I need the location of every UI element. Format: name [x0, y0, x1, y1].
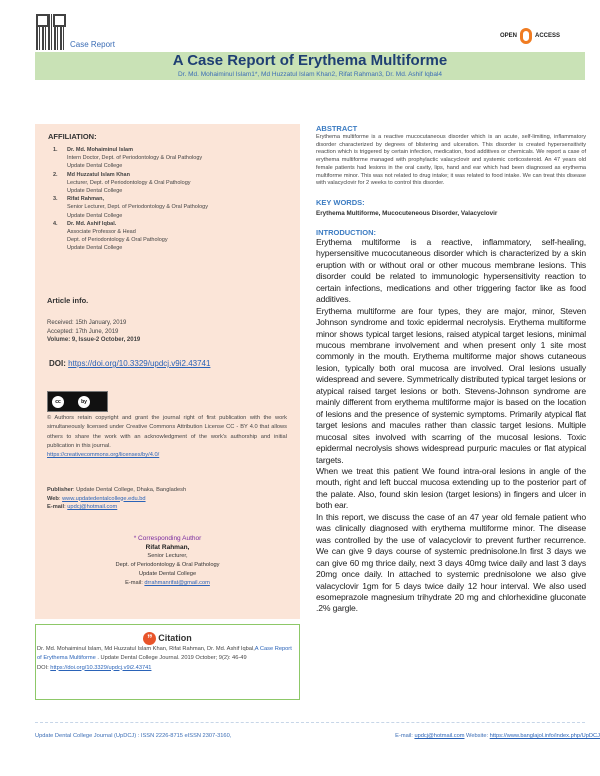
- keywords-heading: KEY WORDS:: [316, 197, 365, 207]
- citation-text: [37, 645, 298, 664]
- citation-heading: [37, 632, 298, 645]
- abstract-text: Erythema multiforme is a reactive mucocutaneous disorder which is an acute, self-limiting, inflammatory disorder characterized by degrees of blistering and ulceration. This disorder is created hypersensitivity reaction which is triggered by certain infection, medication, food additives or chemicals. We report a case of erythema multiforme managed with prophylactic valacyclovir and systemic corticosteroid. An 47 years old female patients had lesions in the oral cavity, lips, hand and ear which had been diagnosed as erythema multiforme minor. This was not related to drug intake; it was related to food intake. We can treat this disease with valacyclovir for 2 weeks to control this disorder.: [316, 134, 586, 187]
- doi: [49, 359, 210, 368]
- volume-info: Volume: 9, Issue-2 October, 2019: [47, 337, 141, 343]
- paragraph: In this report, we discuss the case of an 47 year old female patient who was clinically diagnosed with erythema multiforme minor. The disease was controlled by the use of valacyclovir to prevent further recurrence. We can give 9 days course of systemic prednisolone.In first 3 days we can give 60 mg thrice daily, next 3 days 40mg twice daily and last 3 days 20mg once daily. In attached to systemic prednisolone we also give valacyclovir 1gm for 5 days twice daily 12 hour interval. We also used esomeprazole magnesium trihydrate 20 mg and chlorhexidine gluconate .2% gargle.: [316, 511, 586, 614]
- web-label: Web: [47, 495, 59, 502]
- author-role: Associate Professor & Head: [67, 229, 136, 236]
- by-icon: by: [78, 396, 90, 408]
- qr-code: [36, 14, 66, 50]
- article-type: Case Report: [70, 40, 115, 49]
- introduction-heading: INTRODUCTION:: [316, 227, 376, 237]
- keywords-text: Erythema Multiforme, Mucocuteneous Disorder, Valacyclovir: [316, 209, 498, 217]
- web-link[interactable]: www.updatedentalcollege.edu.bd: [62, 495, 146, 502]
- affiliation-item: [53, 171, 208, 196]
- access-label: ACCESS: [535, 33, 561, 39]
- publisher-info: Publisher: Update Dental College, Dhaka, Bangladesh Web: www.updatedentalcollege.edu.bd E-mail: updcj@hotmail.com: [47, 487, 187, 510]
- item-number: 4.: [53, 220, 58, 227]
- email-link[interactable]: updcj@hotmail.com: [67, 504, 118, 510]
- author-college: Update Dental College: [67, 212, 123, 219]
- footer: [35, 733, 600, 739]
- footer-website-label: Website:: [464, 733, 490, 739]
- author-dept: Dept. of Periodontology & Oral Pathology: [67, 237, 168, 244]
- corresponding-name: Rifat Rahman,: [145, 544, 190, 551]
- footer-divider: [35, 722, 585, 723]
- affiliation-item: [53, 195, 208, 220]
- license-text: [47, 414, 287, 460]
- open-access-logo: [500, 28, 560, 44]
- affiliation-heading: AFFILIATION:: [48, 132, 97, 141]
- cc-by-badge[interactable]: [47, 391, 108, 412]
- footer-journal: Update Dental College Journal (UpDCJ) : ISSN 2226-8715 eISSN 2307-3160,: [35, 733, 232, 739]
- dates: [47, 319, 126, 336]
- author-role: Senior Lecturer, Dept. of Periodontology & Oral Pathology: [67, 204, 208, 211]
- doi-label: DOI:: [49, 359, 69, 368]
- corresponding-dept: Dept. of Periodontology & Oral Pathology: [115, 562, 220, 568]
- citation-title: Citation: [158, 632, 192, 643]
- citation-article-title: A Case Report of Erythema Multiforme: [37, 646, 292, 662]
- license-link[interactable]: https://creativecommons.org/licenses/by/4.0/: [47, 452, 160, 459]
- corresponding-college: Update Dental College: [138, 571, 197, 577]
- author-college: Update Dental College: [67, 188, 123, 195]
- author-name: Rifat Rahman,: [67, 196, 104, 203]
- open-lock-icon: [520, 28, 532, 44]
- author-role: Lecturer, Dept. of Periodontology & Oral Pathology: [67, 179, 191, 186]
- footer-email-link[interactable]: updcj@hotmail.com: [414, 733, 465, 739]
- footer-email-label: E-mail:: [395, 733, 415, 739]
- doi-label: DOI:: [37, 664, 51, 671]
- license-statement: © Authors retain copyright and grant the journal right of first publication with the work simultaneously licensed under Creative Commons Attribution License CC - BY 4.0 that allows others to share the work with an acknowledgment of the work's authorship and initial publication in this journal.: [47, 415, 287, 449]
- item-number: 2.: [53, 171, 58, 178]
- email-label: E-mail: [47, 504, 65, 510]
- corresponding-author: [35, 534, 300, 588]
- author-college: Update Dental College: [67, 245, 123, 252]
- author-college: Update Dental College: [67, 163, 123, 170]
- author-name: Md Huzzatul Islam Khan: [67, 171, 130, 178]
- introduction-body: [316, 237, 586, 615]
- main-column: [316, 124, 586, 615]
- corresponding-title: Senior Lecturer,: [147, 553, 188, 559]
- title-band: [35, 52, 585, 80]
- author-list: Dr. Md. Mohaiminul Islam1*, Md Huzzatul Islam Khan2, Rifat Rahman3, Dr. Md. Ashif Iqbal4: [177, 71, 443, 78]
- corresponding-email-link[interactable]: drrahmanrifat@gmail.com: [144, 580, 210, 586]
- abstract-heading: ABSTRACT: [316, 124, 358, 133]
- article-info-heading: Article info.: [47, 296, 89, 305]
- affiliation-item: [53, 146, 208, 171]
- publisher-name: : Update Dental College, Dhaka, Bangladesh: [72, 487, 187, 493]
- paragraph: When we treat this patient We found intra-oral lesions in angle of the mouth, right and left buccal mucosa extending up to the posterior part of the palate. Also, found skin lesion (target lesions) in fingers and ulcer in both ear.: [316, 465, 586, 511]
- citation-doi-link[interactable]: https://doi.org/10.3329/updcj.v9i2.43741: [50, 664, 152, 671]
- accepted-date: Accepted: 17th June, 2019: [47, 328, 119, 335]
- item-number: 1.: [53, 147, 58, 153]
- page-title: A Case Report of Erythema Multiforme: [172, 52, 448, 69]
- footer-website-link[interactable]: https://www.banglajol.info/index.php/UpDCJ: [489, 733, 600, 739]
- doi-link[interactable]: https://doi.org/10.3329/updcj.v9i2.43741: [68, 359, 211, 368]
- publisher-label: Publisher: [47, 487, 73, 493]
- author-role: Intern Doctor, Dept. of Periodontology & Oral Pathology: [67, 155, 203, 162]
- citation-authors: Dr. Md. Mohaiminul Islam, Md Huzzatul Islam Khan, Rifat Rahman, Dr. Md. Ashif Iqbal,: [37, 646, 255, 652]
- citation-box: [35, 624, 300, 700]
- affiliation-list: [53, 146, 208, 253]
- paragraph: Erythema multiforme are four types, they are major, minor, Steven Johnson syndrome and toxic epidermal necrolysis. Erythema multiforme minor shows typical target lesions, raised atypical target lesions, minimal mucous membrane involvement and when present only 1 site most commonly in the mouth. Erythema multiforme major shows cutaneous lesion, typically both oral mucosa are involved. Oral lesions usually widespread and severe. Symmetrically distributed typical target lesions or atypical raised target lesions or both. Stevens-Johnson syndrome are mainly different from erythema multiforme major is based on the location of lesions and the presence of systemic symptoms. Primarily atypical flat target lesions and macules rather than classic target lesions. Multiple mucosal sites involved with scarring of the mucosal lesions. Toxic epidermal necrolysis shows widespread purpuric macules or flat atypical targets.: [316, 305, 586, 465]
- corresponding-heading: * Corresponding Author: [133, 535, 202, 542]
- open-label: OPEN: [500, 33, 518, 39]
- item-number: 3.: [53, 196, 58, 203]
- received-date: Received: 15th January, 2019: [47, 320, 127, 326]
- cc-icon: cc: [52, 396, 64, 408]
- affiliation-item: [53, 220, 208, 253]
- email-label: E-mail:: [125, 580, 145, 586]
- author-name: Dr. Md. Ashif Iqbal.: [67, 220, 117, 227]
- citation-source: . Update Dental College Journal. 2019 October; 9(2): 46-49: [95, 655, 247, 662]
- author-name: Dr. Md. Mohaiminul Islam: [67, 147, 134, 153]
- quote-icon: ”: [143, 632, 156, 645]
- sidebar-info-box: [35, 124, 300, 619]
- paragraph: Erythema multiforme is a reactive, inflammatory, self-healing, hypersensitive mucocutaneous disorder which is characterized by a skin eruption with or without oral or other mucous membrane lesions. This disorder could be related to immunologic hypersensitivity reaction to certain infections, medications and other triggering factor like as food additives.: [316, 236, 586, 305]
